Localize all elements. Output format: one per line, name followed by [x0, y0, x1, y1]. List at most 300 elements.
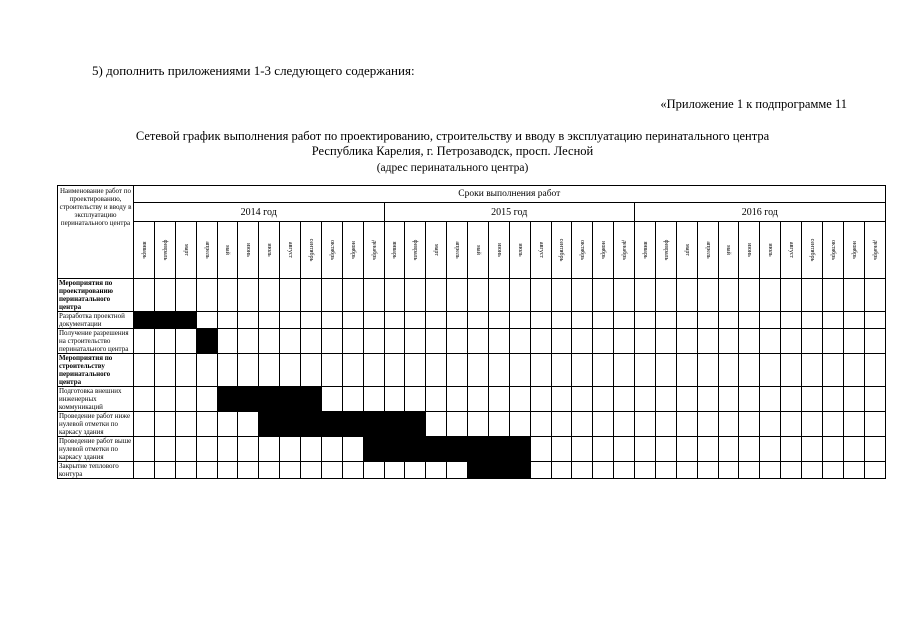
- schedule-cell: [822, 387, 843, 412]
- month-header: [488, 222, 509, 279]
- schedule-cell: [468, 387, 489, 412]
- schedule-cell: [760, 437, 781, 462]
- schedule-cell: [134, 279, 155, 312]
- month-header: [843, 222, 864, 279]
- schedule-cell: [238, 312, 259, 329]
- month-header: [760, 222, 781, 279]
- month-header: [405, 222, 426, 279]
- schedule-cell: [301, 312, 322, 329]
- schedule-cell: [843, 354, 864, 387]
- task-row: [58, 354, 886, 387]
- schedule-cell: [635, 387, 656, 412]
- schedule-cell: [154, 279, 175, 312]
- schedule-cell: [760, 329, 781, 354]
- schedule-cell: [488, 412, 509, 437]
- gantt-bar-cell: [426, 437, 447, 462]
- month-label: апрель: [454, 241, 461, 259]
- task-row: [58, 462, 886, 479]
- month-label: сентябрь: [307, 238, 314, 262]
- gantt-bar-cell: [301, 387, 322, 412]
- month-header: [864, 222, 885, 279]
- schedule-cell: [321, 462, 342, 479]
- gantt-bar-cell: [342, 412, 363, 437]
- schedule-cell: [509, 329, 530, 354]
- gantt-bar-cell: [363, 412, 384, 437]
- schedule-cell: [259, 329, 280, 354]
- task-row: [58, 412, 886, 437]
- schedule-cell: [822, 279, 843, 312]
- schedule-cell: [572, 312, 593, 329]
- schedule-cell: [822, 412, 843, 437]
- schedule-cell: [655, 279, 676, 312]
- month-header: [614, 222, 635, 279]
- schedule-cell: [384, 354, 405, 387]
- schedule-cell: [614, 387, 635, 412]
- schedule-cell: [405, 387, 426, 412]
- schedule-cell: [134, 437, 155, 462]
- schedule-cell: [718, 354, 739, 387]
- gantt-bar-cell: [468, 462, 489, 479]
- month-header: [572, 222, 593, 279]
- schedule-cell: [238, 412, 259, 437]
- month-header: [321, 222, 342, 279]
- schedule-cell: [781, 462, 802, 479]
- month-header: [718, 222, 739, 279]
- gantt-bar-cell: [468, 437, 489, 462]
- gantt-bar-cell: [447, 437, 468, 462]
- month-header: [509, 222, 530, 279]
- task-row: [58, 437, 886, 462]
- schedule-cell: [822, 354, 843, 387]
- month-label: октябрь: [829, 240, 836, 260]
- schedule-cell: [822, 462, 843, 479]
- month-label: июль: [516, 243, 523, 257]
- schedule-cell: [321, 387, 342, 412]
- schedule-cell: [760, 462, 781, 479]
- schedule-cell: [509, 387, 530, 412]
- schedule-cell: [530, 387, 551, 412]
- schedule-cell: [802, 462, 823, 479]
- schedule-cell: [635, 329, 656, 354]
- schedule-cell: [468, 412, 489, 437]
- schedule-cell: [843, 412, 864, 437]
- month-label: январь: [140, 241, 147, 259]
- schedule-cell: [676, 412, 697, 437]
- month-label: апрель: [704, 241, 711, 259]
- month-header: [447, 222, 468, 279]
- schedule-cell: [509, 354, 530, 387]
- schedule-cell: [488, 279, 509, 312]
- month-label: январь: [391, 241, 398, 259]
- schedule-cell: [405, 354, 426, 387]
- task-name: Закрытие теплового контура: [58, 462, 134, 479]
- schedule-cell: [530, 354, 551, 387]
- schedule-cell: [175, 462, 196, 479]
- schedule-cell: [572, 437, 593, 462]
- schedule-cell: [259, 354, 280, 387]
- month-label: февраль: [662, 239, 669, 261]
- schedule-cell: [614, 312, 635, 329]
- schedule-cell: [697, 312, 718, 329]
- schedule-cell: [843, 312, 864, 329]
- schedule-cell: [843, 387, 864, 412]
- gantt-bar-cell: [405, 412, 426, 437]
- month-header: [468, 222, 489, 279]
- schedule-cell: [635, 437, 656, 462]
- schedule-cell: [175, 279, 196, 312]
- month-label: январь: [641, 241, 648, 259]
- gantt-bar-cell: [509, 437, 530, 462]
- schedule-cell: [175, 437, 196, 462]
- schedule-cell: [342, 312, 363, 329]
- gantt-bar-cell: [488, 462, 509, 479]
- gantt-bar-cell: [154, 312, 175, 329]
- schedule-cell: [175, 329, 196, 354]
- schedule-cell: [676, 354, 697, 387]
- task-name: Разработка проектной документации: [58, 312, 134, 329]
- month-label: апрель: [203, 241, 210, 259]
- schedule-cell: [384, 312, 405, 329]
- month-label: октябрь: [579, 240, 586, 260]
- schedule-cell: [781, 329, 802, 354]
- schedule-cell: [864, 354, 885, 387]
- schedule-cell: [697, 462, 718, 479]
- schedule-cell: [363, 329, 384, 354]
- schedule-cell: [697, 329, 718, 354]
- schedule-cell: [468, 354, 489, 387]
- schedule-cell: [530, 329, 551, 354]
- schedule-cell: [635, 279, 656, 312]
- schedule-cell: [238, 354, 259, 387]
- schedule-cell: [468, 312, 489, 329]
- gantt-bar-cell: [259, 387, 280, 412]
- gantt-bar-cell: [301, 412, 322, 437]
- schedule-cell: [572, 462, 593, 479]
- year-header: 2015 год: [384, 203, 635, 222]
- schedule-cell: [864, 329, 885, 354]
- schedule-cell: [593, 462, 614, 479]
- schedule-cell: [405, 462, 426, 479]
- gantt-bar-cell: [321, 412, 342, 437]
- month-header: [530, 222, 551, 279]
- schedule-cell: [843, 329, 864, 354]
- schedule-cell: [676, 387, 697, 412]
- schedule-cell: [718, 279, 739, 312]
- schedule-cell: [635, 462, 656, 479]
- month-header: [259, 222, 280, 279]
- section-name: Мероприятия по проектированию перинатального центра: [58, 279, 134, 312]
- schedule-cell: [426, 354, 447, 387]
- schedule-cell: [217, 412, 238, 437]
- month-label: февраль: [412, 239, 419, 261]
- schedule-cell: [802, 437, 823, 462]
- schedule-cell: [175, 387, 196, 412]
- task-row: [58, 387, 886, 412]
- month-label: декабрь: [621, 240, 628, 260]
- schedule-cell: [342, 279, 363, 312]
- schedule-cell: [781, 354, 802, 387]
- task-row: [58, 312, 886, 329]
- schedule-cell: [134, 387, 155, 412]
- schedule-cell: [447, 412, 468, 437]
- schedule-cell: [551, 437, 572, 462]
- month-label: июль: [266, 243, 273, 257]
- gantt-bar-cell: [363, 437, 384, 462]
- schedule-cell: [676, 312, 697, 329]
- schedule-cell: [321, 329, 342, 354]
- schedule-cell: [217, 354, 238, 387]
- section-name: Мероприятия по строительству перинатального центра: [58, 354, 134, 387]
- month-label: август: [537, 241, 544, 259]
- month-header: [802, 222, 823, 279]
- month-header: [822, 222, 843, 279]
- month-header: [697, 222, 718, 279]
- schedule-cell: [363, 279, 384, 312]
- schedule-cell: [426, 329, 447, 354]
- month-label: май: [474, 245, 481, 255]
- schedule-cell: [551, 354, 572, 387]
- schedule-cell: [635, 312, 656, 329]
- schedule-cell: [301, 279, 322, 312]
- year-header-row: [58, 203, 886, 222]
- schedule-cell: [864, 412, 885, 437]
- schedule-cell: [509, 279, 530, 312]
- month-label: февраль: [161, 239, 168, 261]
- schedule-cell: [739, 462, 760, 479]
- month-header: [342, 222, 363, 279]
- schedule-cell: [572, 387, 593, 412]
- month-label: сентябрь: [808, 238, 815, 262]
- gantt-bar-cell: [280, 387, 301, 412]
- schedule-cell: [321, 437, 342, 462]
- schedule-cell: [676, 329, 697, 354]
- schedule-cell: [217, 329, 238, 354]
- schedule-cell: [154, 354, 175, 387]
- schedule-cell: [301, 329, 322, 354]
- schedule-cell: [488, 387, 509, 412]
- schedule-cell: [196, 312, 217, 329]
- schedule-location: Республика Карелия, г. Петрозаводск, просп. Лесной: [311, 144, 594, 158]
- schedule-cell: [238, 462, 259, 479]
- gantt-bar-cell: [175, 312, 196, 329]
- month-header: [426, 222, 447, 279]
- schedule-cell: [760, 279, 781, 312]
- schedule-cell: [739, 329, 760, 354]
- schedule-cell: [301, 437, 322, 462]
- schedule-cell: [551, 412, 572, 437]
- schedule-cell: [196, 462, 217, 479]
- month-header-row: [58, 222, 886, 279]
- terms-header: Сроки выполнения работ: [134, 186, 886, 203]
- schedule-cell: [384, 462, 405, 479]
- schedule-cell: [593, 312, 614, 329]
- gantt-bar-cell: [196, 329, 217, 354]
- schedule-cell: [593, 412, 614, 437]
- schedule-cell: [530, 279, 551, 312]
- schedule-cell: [843, 279, 864, 312]
- schedule-cell: [655, 387, 676, 412]
- schedule-cell: [781, 412, 802, 437]
- schedule-cell: [488, 354, 509, 387]
- schedule-cell: [217, 437, 238, 462]
- schedule-cell: [447, 312, 468, 329]
- schedule-cell: [718, 387, 739, 412]
- gantt-bar-cell: [280, 412, 301, 437]
- schedule-cell: [384, 387, 405, 412]
- schedule-cell: [760, 354, 781, 387]
- schedule-cell: [572, 279, 593, 312]
- task-name: Проведение работ ниже нулевой отметки по каркасу здания: [58, 412, 134, 437]
- month-header: [217, 222, 238, 279]
- schedule-cell: [822, 312, 843, 329]
- schedule-cell: [655, 462, 676, 479]
- schedule-cell: [363, 354, 384, 387]
- month-label: ноябрь: [600, 241, 607, 259]
- schedule-cell: [280, 279, 301, 312]
- schedule-cell: [781, 279, 802, 312]
- schedule-cell: [238, 329, 259, 354]
- schedule-cell: [864, 279, 885, 312]
- task-name: Проведение работ выше нулевой отметки по каркасу здания: [58, 437, 134, 462]
- schedule-cell: [739, 279, 760, 312]
- schedule-cell: [134, 329, 155, 354]
- month-header: [593, 222, 614, 279]
- schedule-cell: [739, 437, 760, 462]
- schedule-cell: [864, 437, 885, 462]
- schedule-cell: [739, 412, 760, 437]
- schedule-cell: [384, 329, 405, 354]
- schedule-cell: [593, 437, 614, 462]
- schedule-cell: [551, 462, 572, 479]
- gantt-bar-cell: [217, 387, 238, 412]
- schedule-cell: [676, 462, 697, 479]
- schedule-cell: [238, 437, 259, 462]
- schedule-cell: [426, 462, 447, 479]
- month-header: [384, 222, 405, 279]
- schedule-cell: [551, 312, 572, 329]
- task-row: [58, 279, 886, 312]
- schedule-cell: [802, 279, 823, 312]
- schedule-cell: [739, 312, 760, 329]
- gantt-bar-cell: [405, 437, 426, 462]
- schedule-cell: [384, 279, 405, 312]
- schedule-cell: [655, 329, 676, 354]
- schedule-cell: [697, 412, 718, 437]
- schedule-cell: [447, 279, 468, 312]
- schedule-cell: [718, 412, 739, 437]
- schedule-cell: [697, 437, 718, 462]
- schedule-cell: [259, 437, 280, 462]
- schedule-cell: [530, 437, 551, 462]
- schedule-cell: [342, 354, 363, 387]
- appendix-reference: «Приложение 1 к подпрограмме 11: [660, 97, 847, 111]
- schedule-cell: [843, 462, 864, 479]
- schedule-cell: [363, 462, 384, 479]
- month-header: [175, 222, 196, 279]
- schedule-cell: [468, 329, 489, 354]
- schedule-cell: [822, 437, 843, 462]
- schedule-cell: [217, 279, 238, 312]
- schedule-cell: [718, 312, 739, 329]
- schedule-cell: [739, 387, 760, 412]
- schedule-cell: [802, 387, 823, 412]
- schedule-cell: [280, 312, 301, 329]
- intro-text: 5) дополнить приложениями 1-3 следующего содержания:: [92, 63, 415, 78]
- month-header: [301, 222, 322, 279]
- month-label: июнь: [495, 243, 502, 257]
- schedule-cell: [718, 329, 739, 354]
- schedule-cell: [781, 437, 802, 462]
- schedule-cell: [280, 354, 301, 387]
- schedule-cell: [760, 387, 781, 412]
- schedule-cell: [864, 312, 885, 329]
- schedule-cell: [447, 462, 468, 479]
- schedule-cell: [697, 354, 718, 387]
- schedule-cell: [593, 387, 614, 412]
- month-header: [363, 222, 384, 279]
- schedule-cell: [760, 312, 781, 329]
- schedule-cell: [655, 412, 676, 437]
- month-label: май: [725, 245, 732, 255]
- schedule-cell: [760, 412, 781, 437]
- month-label: декабрь: [871, 240, 878, 260]
- schedule-cell: [426, 279, 447, 312]
- schedule-title: Сетевой график выполнения работ по проектированию, строительству и вводу в эксплуатацию перинатального центра: [135, 129, 770, 143]
- schedule-cell: [614, 412, 635, 437]
- schedule-cell: [426, 412, 447, 437]
- schedule-cell: [447, 354, 468, 387]
- month-label: июнь: [746, 243, 753, 257]
- schedule-cell: [530, 462, 551, 479]
- schedule-cell: [655, 437, 676, 462]
- header-row: [58, 186, 886, 203]
- schedule-cell: [802, 412, 823, 437]
- schedule-cell: [614, 462, 635, 479]
- month-label: май: [224, 245, 231, 255]
- schedule-cell: [405, 279, 426, 312]
- schedule-cell: [551, 329, 572, 354]
- task-name: Подготовка внешних инженерных коммуникаций: [58, 387, 134, 412]
- schedule-cell: [196, 387, 217, 412]
- schedule-cell: [676, 437, 697, 462]
- month-label: ноябрь: [850, 241, 857, 259]
- schedule-cell: [259, 279, 280, 312]
- schedule-cell: [134, 412, 155, 437]
- schedule-cell: [530, 412, 551, 437]
- gantt-bar-cell: [384, 412, 405, 437]
- schedule-cell: [509, 412, 530, 437]
- schedule-cell: [718, 462, 739, 479]
- schedule-cell: [551, 279, 572, 312]
- schedule-cell: [655, 354, 676, 387]
- month-header: [154, 222, 175, 279]
- gantt-bar-cell: [134, 312, 155, 329]
- month-label: июль: [767, 243, 774, 257]
- schedule-cell: [175, 354, 196, 387]
- schedule-cell: [447, 387, 468, 412]
- schedule-cell: [154, 387, 175, 412]
- schedule-cell: [342, 462, 363, 479]
- schedule-cell: [154, 437, 175, 462]
- schedule-cell: [280, 329, 301, 354]
- schedule-cell: [217, 462, 238, 479]
- schedule-cell: [488, 329, 509, 354]
- year-header: 2014 год: [134, 203, 385, 222]
- schedule-cell: [280, 437, 301, 462]
- schedule-cell: [781, 387, 802, 412]
- schedule-cell: [488, 312, 509, 329]
- schedule-cell: [154, 462, 175, 479]
